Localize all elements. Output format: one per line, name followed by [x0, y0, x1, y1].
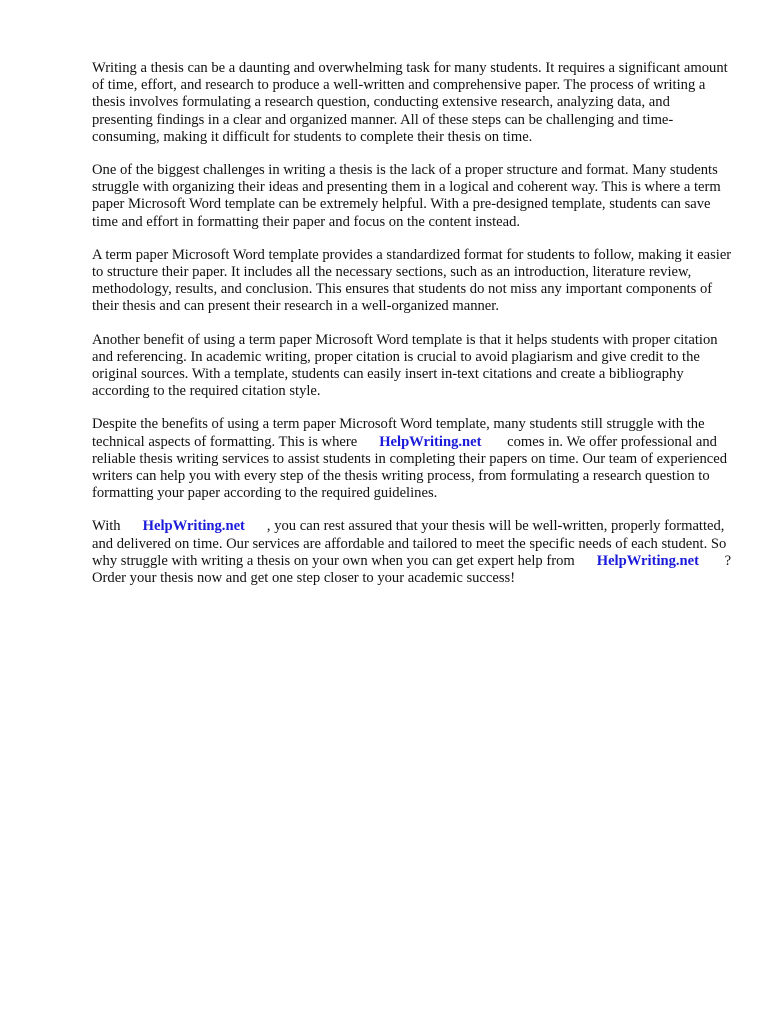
- helpwriting-link[interactable]: HelpWriting.net: [379, 433, 482, 450]
- paragraph-3: A term paper Microsoft Word template provides a standardized format for students to follow, making it easier to structure their paper. It includes all the necessary sections, such as an introduction, literature review, methodology, results, and conclusion. This ensures that students do not miss any important components of their thesis and can present their research in a well-organized manner.: [92, 246, 732, 315]
- paragraph-5-text-after: comes in. We offer professional and reliable thesis writing services to assist students in completing their papers on time. Our team of experienced writers can help you with every step of the thesis writing process, from formulating a research question to formatting your paper according to the required guidelines.: [92, 433, 728, 502]
- paragraph-5-text-before: Despite the benefits of using a term paper Microsoft Word template, many students still struggle with the technical aspects of formatting. This is where: [92, 416, 705, 450]
- paragraph-2: One of the biggest challenges in writing a thesis is the lack of a proper structure and format. Many students struggle with organizing their ideas and presenting them in a logical and coherent way. This is where a term paper Microsoft Word template can be extremely helpful. With a pre-designed template, students can save time and effort in formatting their paper and focus on the content instead.: [92, 162, 721, 230]
- paragraph-6-text-1: With: [92, 518, 121, 535]
- helpwriting-link[interactable]: HelpWriting.net: [142, 518, 245, 535]
- paragraph-1: Writing a thesis can be a daunting and overwhelming task for many students. It requires a significant amount of time, effort, and research to produce a well-written and comprehensive paper. The process of writing a thesis involves formulating a research question, conducting extensive research, analyzing data, and presenting findings in a clear and organized manner. All of these steps can be challenging and time-consuming, making it difficult for students to complete their thesis on time.: [92, 60, 728, 145]
- paragraph-4: Another benefit of using a term paper Microsoft Word template is that it helps students with proper citation and referencing. In academic writing, proper citation is crucial to avoid plagiarism and give credit to the original sources. With a template, students can easily insert in-text citations and create a bibliography according to the required citation style.: [92, 331, 718, 400]
- paragraph-5: [92, 416, 732, 502]
- paragraph-6: [92, 518, 732, 587]
- paragraph-6-text-2: , you can rest assured that your thesis will be well-written, properly formatted, and delivered on time. Our services are affordable and tailored to meet the specific needs of each student. So why struggle with writing a thesis on your own when you can get expert help from: [92, 518, 727, 569]
- paragraph-6-text-3: ? Order your thesis now and get one step closer to your academic success!: [92, 552, 732, 587]
- helpwriting-link[interactable]: HelpWriting.net: [596, 552, 700, 569]
- document-body: [92, 60, 732, 603]
